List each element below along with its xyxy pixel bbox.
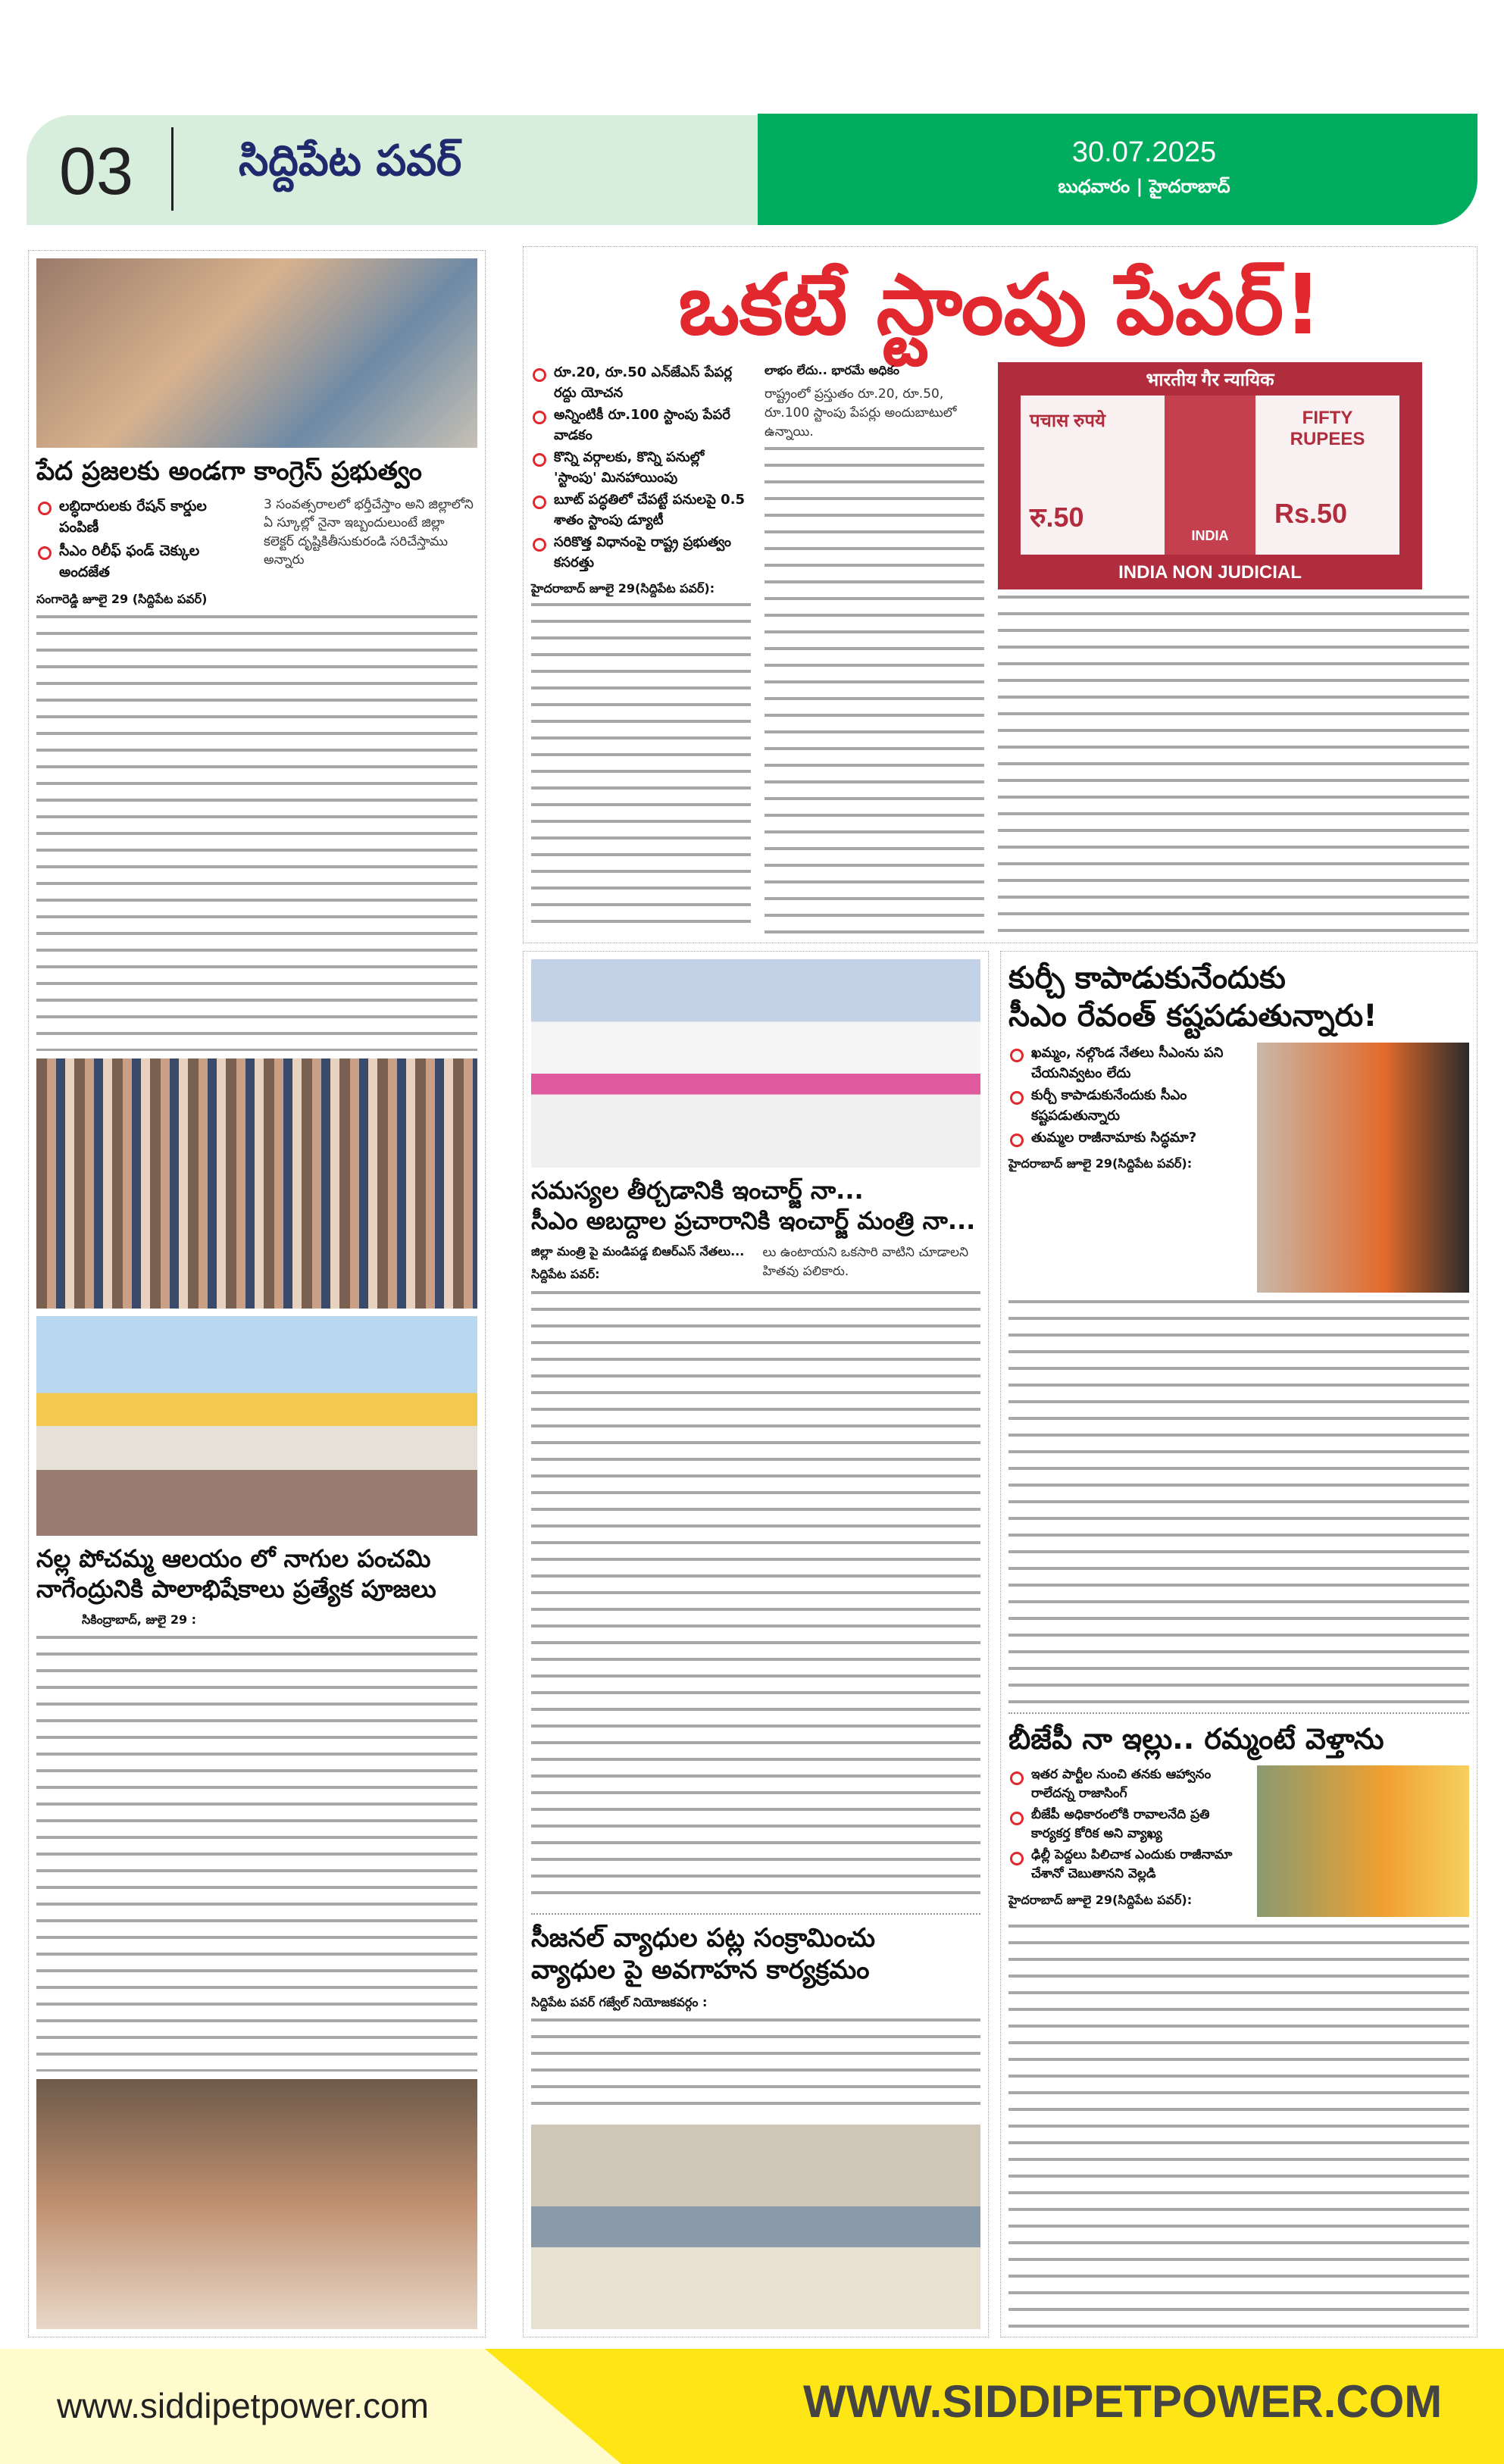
- stamp-right-words: FIFTY RUPEES: [1290, 408, 1365, 449]
- issue-date: 30.07.2025: [1071, 136, 1217, 168]
- bullet: లబ్ధిదారులకు రేషన్ కార్డుల పంపిణీ: [36, 496, 250, 539]
- stamp-paper-image: [998, 362, 1422, 589]
- stamp-body-row: [531, 362, 1469, 935]
- stamp-inner: [1021, 396, 1399, 555]
- bullet: సరికొత్త విధానంపై రాష్ట్ర ప్రభుత్వం కసరత్తు: [531, 532, 751, 573]
- left-column: [28, 250, 486, 2337]
- stamp-center-text: INDIA: [1191, 528, 1229, 543]
- stamp-body-col1: [531, 603, 751, 935]
- incharge-dateline: సిద్దిపేట పవర్:: [531, 1267, 600, 1282]
- stamp-dateline: హైదరాబాద్ జూలై 29(సిద్దిపేట పవర్):: [531, 581, 715, 596]
- seasonal-headline-line1: సీజనల్ వ్యాధుల పట్ల సంక్రామించు: [531, 1922, 876, 1953]
- incharge-headline: [531, 1175, 980, 1236]
- incharge-body: [531, 1291, 980, 1906]
- stamp-snippet: రాష్ట్రంలో ప్రస్తుతం రూ.20, రూ.50, రూ.100 స్టాంపు పేపర్లు అందుబాటులో ఉన్నాయి.: [765, 386, 957, 439]
- header-divider: [171, 127, 174, 211]
- stamp-body-col3: [998, 596, 1469, 935]
- raja-singh-photo: [1257, 1765, 1469, 1917]
- revanth-dateline: హైదరాబాద్ జూలై 29(సిద్దిపేట పవర్):: [1008, 1156, 1193, 1171]
- bjp-headline: బీజేపీ నా ఇల్లు.. రమ్మంటే వెళ్తాను: [1008, 1722, 1384, 1756]
- right-column: [1000, 951, 1477, 2337]
- stage-event-photo: [36, 1316, 477, 1536]
- congress-dateline: సంగారెడ్డి జూలై 29 (సిద్దిపేట పవర్): [36, 591, 208, 606]
- congress-bullets: [36, 496, 250, 585]
- stamp-body-col2: [765, 447, 984, 935]
- revanth-intro: [1008, 1043, 1469, 1293]
- bjp-body: [1008, 1925, 1469, 2329]
- masthead-title: సిద్దిపేట పవర్: [239, 136, 462, 186]
- congress-event-photo: [36, 258, 477, 448]
- bullet: బీజేపీ అధికారంలోకి రావాలనేది ప్రతి కార్యకర్త కోరిక అని వ్యాఖ్య: [1008, 1806, 1243, 1844]
- stamp-bottom-text: INDIA NON JUDICIAL: [1118, 562, 1302, 583]
- middle-column: [523, 951, 989, 2337]
- stamp-right-block: [998, 362, 1469, 935]
- incharge-headline-line2: సీఎం అబద్దాల ప్రచారానికి ఇంచార్జ్ మంత్రి నా...: [531, 1206, 976, 1235]
- stamp-bullets: [531, 362, 751, 574]
- stamp-top-text: भारतीय गैर न्यायिक: [1146, 370, 1274, 390]
- congress-headline: పేద ప్రజలకు అండగా కాంగ్రెస్ ప్రభుత్వం: [36, 456, 422, 486]
- seasonal-headline: [531, 1922, 980, 1987]
- footer-website-banner[interactable]: WWW.SIDDIPETPOWER.COM: [803, 2376, 1443, 2427]
- revanth-body: [1008, 1300, 1469, 1705]
- revanth-headline-line1: కుర్చీ కాపాడుకునేందుకు: [1008, 961, 1286, 996]
- stamp-mid-block: [765, 362, 984, 935]
- divider: [1008, 1712, 1469, 1714]
- revanth-intro-left: [1008, 1043, 1243, 1172]
- incharge-headline-line1: సమస్యల తీర్చడానికి ఇంచార్జ్ నా...: [531, 1176, 864, 1205]
- health-camp-photo: [531, 2125, 980, 2329]
- stamp-headline: ఒకటే స్టాంపు పేపర్!: [678, 256, 1322, 353]
- pochamma-headline-line1: నల్ల పోచమ్మ ఆలయం లో నాగుల పంచమి: [36, 1543, 431, 1573]
- stamp-left-value: रु.50: [1030, 502, 1084, 533]
- stamp-right-value: Rs.50: [1274, 498, 1348, 529]
- stamp-subhead: లాభం లేదు.. భారమే అధికం: [765, 363, 900, 377]
- seasonal-headline-line2: వ్యాధుల పై అవగాహన కార్యక్రమం: [531, 1955, 870, 1986]
- congress-body: [36, 615, 477, 1051]
- bjp-bullets: [1008, 1765, 1243, 1886]
- seasonal-dateline: సిద్దిపేట పవర్ గజ్వేల్ నియోజకవర్గం :: [531, 1994, 708, 2009]
- lead-story: [523, 246, 1477, 943]
- revanth-headline-line2: సీఎం రేవంత్ కష్టపడుతున్నారు!: [1008, 999, 1377, 1033]
- bullet: రూ.20, రూ.50 ఎన్‌జేఎస్ పేపర్ల రద్దు యోచన: [531, 362, 751, 403]
- congress-intro: [36, 496, 477, 608]
- bullet: ఢిల్లీ పెద్దలు పిలిచాక ఎందుకు రాజీనామా చేశానో చెబుతానని వెల్లడి: [1008, 1846, 1243, 1884]
- bullet: కొన్ని వర్గాలకు, కొన్ని పనుల్లో 'స్టాంపు' మినహాయింపు: [531, 447, 751, 488]
- incharge-subhead: జిల్లా మంత్రి పై మండిపడ్డ బిఆర్ఎస్ నేతలు...: [531, 1244, 745, 1259]
- bullet: ఖమ్మం, నల్గొండ నేతలు సీఎంను పని చేయనివ్వటం లేదు: [1008, 1043, 1243, 1083]
- stamp-left-words: पचास रुपये: [1030, 411, 1105, 431]
- incharge-intro: [531, 1243, 980, 1284]
- stamp-left-block: [531, 362, 751, 935]
- bullet: బూట్ పద్ధతిలో చేపట్టే పనులపై 0.5 శాతం స్టాంపు డ్యూటీ: [531, 489, 751, 530]
- temple-puja-photo: [36, 2079, 477, 2329]
- brs-leaders-photo: [531, 959, 980, 1168]
- incharge-snippet: లు ఉంటాయని ఒకసారి వాటిని చూడాలని హితవు పలికారు.: [762, 1245, 968, 1279]
- revanth-bullets: [1008, 1043, 1243, 1149]
- crowd-photo: [36, 1058, 477, 1309]
- divider: [531, 1913, 980, 1915]
- pochamma-body: [36, 1636, 477, 2072]
- pochamma-headline-line2: నాగేంద్రునికి పాలాభిషేకాలు ప్రత్యేక పూజలు: [36, 1574, 436, 1603]
- bjp-dateline: హైదరాబాద్ జూలై 29(సిద్దిపేట పవర్):: [1008, 1892, 1193, 1907]
- incharge-intro-left: [531, 1243, 749, 1284]
- pochamma-headline: [36, 1543, 477, 1604]
- page-number: 03: [59, 133, 133, 208]
- bullet: తుమ్మల రాజీనామాకు సిద్ధమా?: [1008, 1127, 1243, 1148]
- bjp-intro: [1008, 1765, 1469, 1917]
- congress-snippet: 3 సంవత్సరాలలో భర్తీచేస్తాం అని జిల్లాలోని ఏ స్కూల్లో నైనా ఇబ్బందులుంటే జిల్లా కలెక్టర్ దృష్టికితీసుకురండి సరిచేస్తాము అన్నారు: [264, 496, 474, 568]
- congress-bullets-block: [36, 496, 250, 608]
- leader-portrait-photo: [1257, 1043, 1469, 1293]
- bullet: ఇతర పార్టీల నుంచి తనకు ఆహ్వానం రాలేదన్న రాజాసింగ్: [1008, 1765, 1243, 1804]
- header-band-dark: [758, 114, 1477, 225]
- bullet: కుర్చీ కాపాడుకునేందుకు సీఎం కష్టపడుతున్నారు: [1008, 1085, 1243, 1126]
- issue-day-city: బుధవారం | హైదరాబాద్: [1058, 176, 1230, 197]
- bullet: అన్నింటికీ రూ.100 స్టాంపు పేపరే వాడకం: [531, 405, 751, 446]
- revanth-headline: [1008, 959, 1469, 1035]
- footer-website-link[interactable]: www.siddipetpower.com: [57, 2386, 429, 2425]
- bullet: సీఎం రిలీఫ్ ఫండ్ చెక్కుల అందజేత: [36, 540, 250, 583]
- pochamma-dateline: సికింద్రాబాద్, జులై 29 :: [82, 1612, 197, 1627]
- seasonal-body: [531, 2018, 980, 2117]
- bjp-intro-left: [1008, 1765, 1243, 1909]
